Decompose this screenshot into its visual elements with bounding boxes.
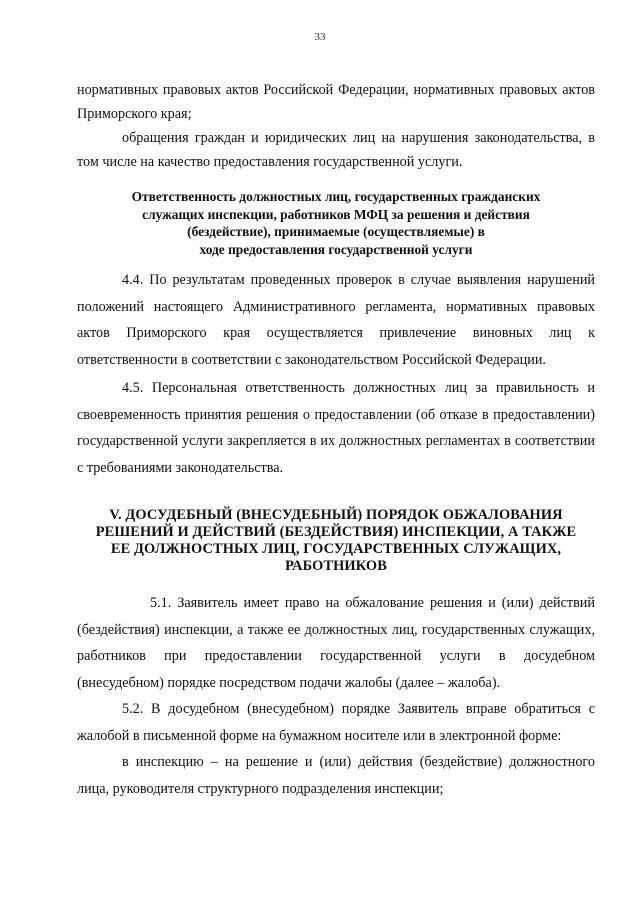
paragraph-5-2-item-inspection: в инспекцию – на решение и (или) действия (бездействие) должностного лица, руководителя структурного подразделения инспекции;	[77, 754, 595, 797]
document-body	[77, 78, 595, 802]
chapter-heading-line: V. ДОСУДЕБНЫЙ (ВНЕСУДЕБНЫЙ) ПОРЯДОК ОБЖАЛОВАНИЯ	[109, 507, 563, 523]
chapter-heading-line: РЕШЕНИЙ И ДЕЙСТВИЙ (БЕЗДЕЙСТВИЯ) ИНСПЕКЦИИ, А ТАКЖЕ	[95, 524, 577, 540]
chapter-heading-line: РАБОТНИКОВ	[285, 558, 387, 574]
section-heading-responsibility	[77, 188, 595, 258]
chapter-heading-line: ЕЕ ДОЛЖНОСТНЫХ ЛИЦ, ГОСУДАРСТВЕННЫХ СЛУЖАЩИХ,	[110, 541, 562, 557]
chapter-heading-v	[77, 507, 595, 575]
paragraph-4-5: 4.5. Персональная ответственность должностных лиц за правильность и своевременность принятия решения о предоставлении (об отказе в предоставлении) государственной услуги закрепляется в их должностных регламентах в соответствии с требованиями законодательства.	[77, 380, 595, 476]
section-heading-line: Ответственность должностных лиц, государственных гражданских	[131, 189, 541, 204]
paragraph-4-4: 4.4. По результатам проведенных проверок в случае выявления нарушений положений настоящего Административного регламента, нормативных правовых актов Приморского края осуществляется привлечение виновных лиц к ответственности в соответствии с законодательством Российской Федерации.	[77, 272, 595, 368]
page-number: 33	[314, 31, 326, 43]
section-heading-line: ходе предоставления государственной услуги	[199, 241, 473, 257]
section-heading-line: (бездействие), принимаемые (осуществляемые) в	[187, 224, 485, 239]
paragraph-5-1: 5.1. Заявитель имеет право на обжалование решения и (или) действий (бездействия) инспекции, а также ее должностных лиц, государственных служащих, работников при предоставлении государственной услуги в досудебном (внесудебном) порядке посредством подачи жалобы (далее – жалоба).	[77, 595, 595, 691]
paragraph-legal-acts: нормативных правовых актов Российской Федерации, нормативных правовых актов Приморского края;	[77, 82, 595, 122]
paragraph-citizen-appeals: обращения граждан и юридических лиц на нарушения законодательства, в том числе на качество предоставления государственной услуги.	[77, 130, 595, 170]
paragraph-5-2: 5.2. В досудебном (внесудебном) порядке Заявитель вправе обратиться с жалобой в письменной форме на бумажном носителе или в электронной форме:	[77, 701, 595, 744]
section-heading-line: служащих инспекции, работников МФЦ за решения и действия	[142, 206, 530, 222]
